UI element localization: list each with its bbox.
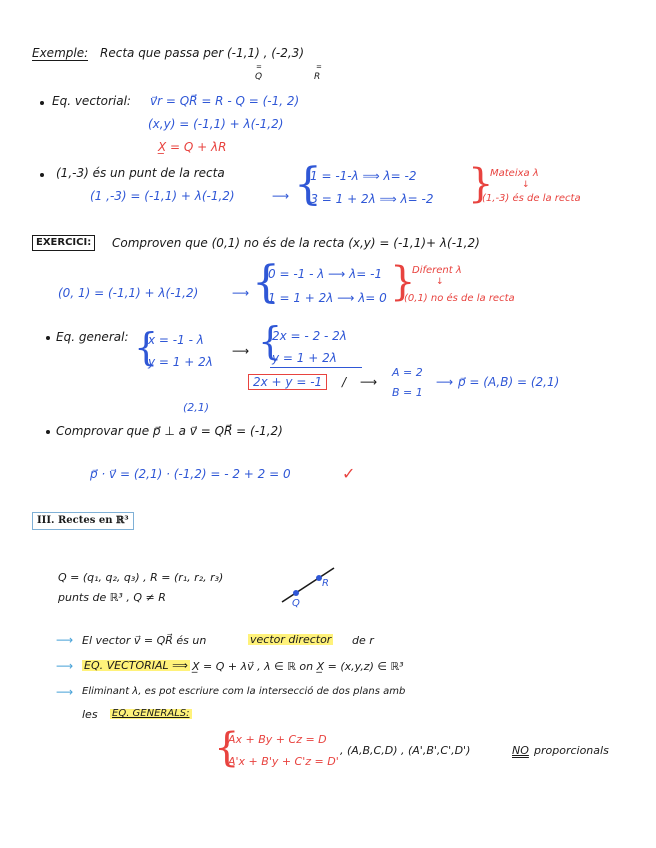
system-eq-1: 1 = -1-λ ⟹ λ= -2 bbox=[310, 169, 417, 183]
exercise-system-1: 0 = -1 - λ ⟶ λ= -1 bbox=[268, 267, 383, 281]
item-1-highlight: vector director bbox=[250, 633, 332, 646]
bullet-dot bbox=[40, 173, 44, 177]
q-eq-mark: = bbox=[256, 63, 262, 71]
item-2-text: X̲ = Q + λv⃗ , λ ∈ ℝ on X̲ = (x,y,z) ∈ ℝ³ bbox=[192, 660, 404, 673]
line-sketch bbox=[276, 562, 346, 608]
example-label: Exemple: bbox=[32, 46, 89, 60]
left-brace-icon: { bbox=[134, 325, 159, 369]
dot-product-calc: p⃗ · v⃗ = (2,1) · (-1,2) = - 2 + 2 = 0 bbox=[90, 467, 291, 481]
down-arrow-icon: ↓ bbox=[522, 180, 530, 190]
coefficients-text: , (A,B,C,D) , (A',B',C',D') bbox=[340, 744, 471, 757]
note-different-lambda: Diferent λ bbox=[412, 265, 462, 276]
sum-line bbox=[270, 367, 362, 368]
arrow-icon: ⟶ bbox=[360, 375, 378, 389]
item-3-text: Eliminant λ, es pot escriure com la intersecció de dos plans amb bbox=[82, 686, 406, 697]
q-dot bbox=[293, 590, 299, 596]
arrow-icon: ⟶ bbox=[56, 685, 74, 699]
exercise-line-1: (0, 1) = (-1,1) + λ(-1,2) bbox=[58, 286, 199, 300]
left-brace-icon: { bbox=[294, 159, 322, 210]
sketch-r-label: R bbox=[322, 578, 329, 589]
item-2-highlight: EQ. VECTORIAL ⟹ bbox=[84, 659, 188, 672]
general-eq-1: Ax + By + Cz = D bbox=[228, 733, 327, 746]
general-sys-a2: y = 1 + 2λ bbox=[148, 355, 213, 369]
exercise-text: Comproven que (0,1) no és de la recta (x,y) = (-1,1)+ λ(-1,2) bbox=[112, 236, 480, 250]
vectorial-label: Eq. vectorial: bbox=[52, 94, 131, 108]
exercise-label: EXERCICI: bbox=[32, 235, 95, 251]
check-perpendicular-text: Comprovar que p⃗ ⊥ a v⃗ = QR⃗ = (-1,2) bbox=[56, 424, 283, 438]
right-brace-icon: } bbox=[468, 161, 494, 207]
coef-b: B = 1 bbox=[392, 386, 423, 399]
left-brace-icon: { bbox=[214, 725, 240, 771]
general-equation-boxed: 2x + y = -1 bbox=[248, 374, 327, 390]
general-label: Eq. general: bbox=[56, 330, 129, 344]
point-check-line-2: (1 ,-3) = (-1,1) + λ(-1,2) bbox=[90, 189, 235, 203]
sketch-q-label: Q bbox=[292, 598, 300, 608]
r-point-label: R bbox=[314, 72, 321, 82]
bullet-dot bbox=[46, 336, 50, 340]
arrow-icon: ⟶ bbox=[272, 189, 290, 203]
p-superscript: (2,1) bbox=[183, 401, 210, 414]
normal-vector: p⃗ = (A,B) = (2,1) bbox=[458, 375, 560, 389]
arrow-icon: ⟶ bbox=[232, 286, 250, 300]
general-eq-2: A'x + B'y + C'z = D' bbox=[228, 755, 339, 768]
down-arrow-icon: ↓ bbox=[436, 277, 444, 287]
vectorial-line-1: v⃗r = QR⃗ = R - Q = (-1, 2) bbox=[150, 94, 300, 108]
no-word: NO bbox=[512, 744, 529, 757]
item-3b-highlight: EQ. GENERALS: bbox=[112, 708, 190, 719]
item-3b-text: les bbox=[82, 708, 98, 721]
vectorial-line-3: X̲ = Q + λR bbox=[158, 140, 227, 154]
general-sys-b1: 2x = - 2 - 2λ bbox=[272, 329, 347, 343]
r-eq-mark: = bbox=[316, 63, 322, 71]
general-sys-b2: y = 1 + 2λ bbox=[272, 351, 337, 365]
slash-mark: / bbox=[342, 375, 347, 389]
coef-a: A = 2 bbox=[392, 366, 423, 379]
system-eq-2: -3 = 1 + 2λ ⟹ λ= -2 bbox=[306, 192, 434, 206]
bullet-dot bbox=[40, 101, 44, 105]
exercise-system-2: 1 = 1 + 2λ ⟶ λ= 0 bbox=[268, 291, 387, 305]
item-1-tail: de r bbox=[352, 634, 374, 647]
arrow-icon: ⟶ bbox=[232, 344, 250, 358]
arrow-icon: ⟶ bbox=[56, 633, 74, 647]
note-point-on-line: (1,-3) és de la recta bbox=[482, 193, 581, 204]
arrow-icon: ⟶ bbox=[436, 375, 454, 389]
r3-points-desc: punts de ℝ³ , Q ≠ R bbox=[58, 591, 166, 604]
note-not-on-line: (0,1) no és de la recta bbox=[404, 293, 515, 304]
check-icon: ✓ bbox=[342, 464, 356, 483]
r3-points-line: Q = (q₁, q₂, q₃) , R = (r₁, r₂, r₃) bbox=[58, 571, 224, 584]
right-brace-icon: } bbox=[390, 259, 416, 305]
vectorial-line-2: (x,y) = (-1,1) + λ(-1,2) bbox=[148, 117, 284, 131]
note-same-lambda: Mateixa λ bbox=[490, 168, 539, 179]
left-brace-icon: { bbox=[252, 257, 280, 308]
point-check-line-1: (1,-3) és un punt de la recta bbox=[56, 166, 225, 180]
proportional-word: proporcionals bbox=[534, 744, 609, 757]
arrow-icon: ⟶ bbox=[56, 659, 74, 673]
item-1-text: El vector v⃗ = QR⃗ és un bbox=[82, 634, 207, 647]
section-title: III. Rectes en ℝ³ bbox=[32, 512, 134, 530]
bullet-dot bbox=[46, 430, 50, 434]
example-text: Recta que passa per (-1,1) , (-2,3) bbox=[100, 46, 304, 60]
q-point-label: Q bbox=[255, 72, 263, 82]
general-sys-a1: x = -1 - λ bbox=[148, 333, 204, 347]
left-brace-icon: { bbox=[258, 319, 283, 363]
